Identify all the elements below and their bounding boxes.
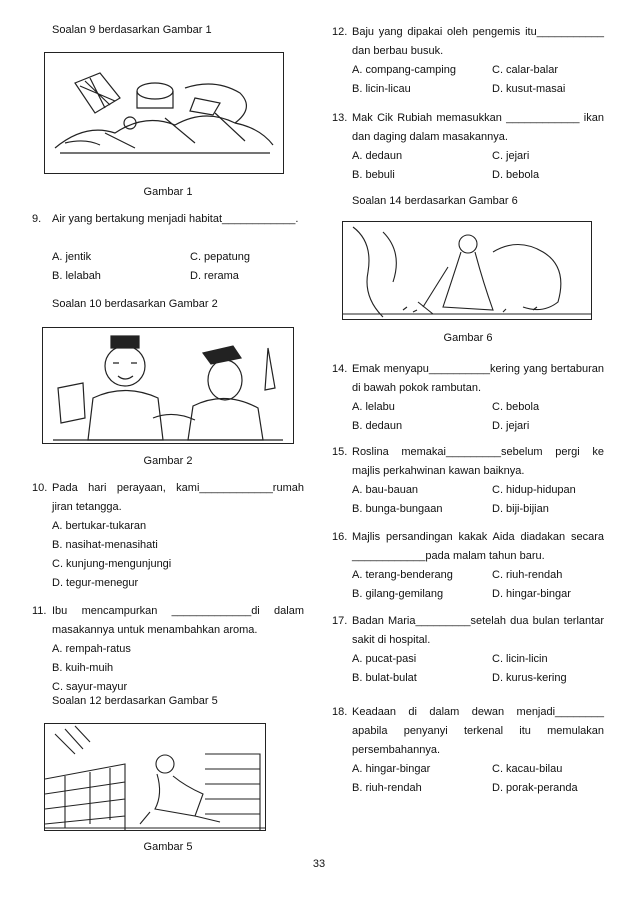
option-c[interactable]: C. riuh-rendah — [492, 569, 563, 581]
question-9 — [32, 210, 304, 290]
question-text: Ibu mencampurkan _____________di dalam masakannya untuk menambahkan aroma. — [52, 605, 304, 636]
caption-gambar-1: Gambar 1 — [143, 186, 193, 198]
heading-soalan-9: Soalan 9 berdasarkan Gambar 1 — [52, 24, 212, 36]
question-12 — [332, 23, 604, 103]
caption-gambar-2: Gambar 2 — [143, 455, 193, 467]
question-text: Baju yang dipakai oleh pengemis itu___________ dan berbau busuk. — [352, 26, 604, 57]
question-10 — [32, 479, 304, 594]
option-d[interactable]: D. jejari — [492, 420, 530, 432]
question-text: Pada hari perayaan, kami____________rumah jiran tetangga. — [52, 482, 304, 513]
question-text: Majlis persandingan kakak Aida diadakan secara ____________pada malam tahun baru. — [352, 531, 604, 562]
figure-gambar-6 — [342, 221, 592, 320]
question-number: 18. — [332, 706, 348, 718]
option-a[interactable]: A. jentik — [52, 251, 92, 263]
option-c[interactable]: C. calar-balar — [492, 64, 559, 76]
option-d[interactable]: D. porak-peranda — [492, 782, 578, 794]
question-number: 16. — [332, 531, 348, 543]
option-a[interactable]: A. terang-benderang — [352, 569, 453, 581]
question-18 — [332, 703, 604, 803]
heading-soalan-10: Soalan 10 berdasarkan Gambar 2 — [52, 298, 218, 310]
page-number: 33 — [312, 858, 326, 870]
figure-gambar-5 — [44, 723, 266, 831]
question-11 — [32, 602, 304, 697]
question-text: Roslina memakai_________sebelum pergi ke majlis perkahwinan kawan baiknya. — [352, 446, 604, 477]
option-b[interactable]: B. gilang-gemilang — [352, 588, 444, 600]
option-d[interactable]: D. biji-bijian — [492, 503, 549, 515]
option-b[interactable]: B. nasihat-menasihati — [52, 539, 158, 551]
option-d[interactable]: D. kusut-masai — [492, 83, 566, 95]
option-c[interactable]: C. bebola — [492, 401, 540, 413]
beggar-illustration — [45, 724, 265, 830]
heading-soalan-14: Soalan 14 berdasarkan Gambar 6 — [352, 195, 518, 207]
question-number: 10. — [32, 482, 48, 494]
option-c[interactable]: C. sayur-mayur — [52, 681, 128, 693]
question-text: Air yang bertakung menjadi habitat____________. — [52, 213, 299, 225]
option-a[interactable]: A. lelabu — [352, 401, 395, 413]
question-16 — [332, 528, 604, 608]
question-number: 9. — [32, 213, 42, 225]
option-a[interactable]: A. dedaun — [352, 150, 403, 162]
junk-pile-illustration — [45, 53, 283, 173]
question-number: 12. — [332, 26, 348, 38]
question-14 — [332, 360, 604, 440]
figure-gambar-2 — [42, 327, 294, 444]
heading-soalan-12: Soalan 12 berdasarkan Gambar 5 — [52, 695, 218, 707]
question-text: Badan Maria_________setelah dua bulan terlantar sakit di hospital. — [352, 615, 604, 646]
figure-gambar-1 — [44, 52, 284, 174]
question-number: 14. — [332, 363, 348, 375]
option-b[interactable]: B. bebuli — [352, 169, 395, 181]
option-a[interactable]: A. hingar-bingar — [352, 763, 431, 775]
woman-sweeping-illustration — [343, 222, 591, 319]
option-b[interactable]: B. bunga-bungaan — [352, 503, 443, 515]
option-a[interactable]: A. pucat-pasi — [352, 653, 417, 665]
option-a[interactable]: A. bertukar-tukaran — [52, 520, 147, 532]
question-number: 17. — [332, 615, 348, 627]
question-13 — [332, 109, 604, 189]
handshake-illustration — [43, 328, 293, 443]
option-b[interactable]: B. licin-licau — [352, 83, 411, 95]
option-b[interactable]: B. riuh-rendah — [352, 782, 422, 794]
option-c[interactable]: C. jejari — [492, 150, 530, 162]
question-number: 15. — [332, 446, 348, 458]
option-b[interactable]: B. lelabah — [52, 270, 101, 282]
question-17 — [332, 612, 604, 692]
option-b[interactable]: B. dedaun — [352, 420, 403, 432]
question-15 — [332, 443, 604, 523]
option-d[interactable]: D. kurus-kering — [492, 672, 567, 684]
option-d[interactable]: D. hingar-bingar — [492, 588, 571, 600]
option-c[interactable]: C. kunjung-mengunjungi — [52, 558, 172, 570]
caption-gambar-6: Gambar 6 — [443, 332, 493, 344]
question-text: Emak menyapu__________kering yang bertaburan di bawah pokok rambutan. — [352, 363, 604, 394]
question-number: 13. — [332, 112, 348, 124]
question-text: Keadaan di dalam dewan menjadi________ apabila penyanyi terkenal itu memulakan persembahannya. — [352, 706, 604, 756]
option-d[interactable]: D. bebola — [492, 169, 540, 181]
option-c[interactable]: C. licin-licin — [492, 653, 548, 665]
option-c[interactable]: C. pepatung — [190, 251, 250, 263]
option-c[interactable]: C. hidup-hidupan — [492, 484, 576, 496]
question-number: 11. — [32, 605, 47, 617]
option-a[interactable]: A. bau-bauan — [352, 484, 419, 496]
question-text: Mak Cik Rubiah memasukkan ____________ ikan dan daging dalam masakannya. — [352, 112, 604, 143]
option-d[interactable]: D. rerama — [190, 270, 239, 282]
option-d[interactable]: D. tegur-menegur — [52, 577, 139, 589]
option-a[interactable]: A. compang-camping — [352, 64, 456, 76]
option-c[interactable]: C. kacau-bilau — [492, 763, 563, 775]
option-b[interactable]: B. bulat-bulat — [352, 672, 417, 684]
caption-gambar-5: Gambar 5 — [143, 841, 193, 853]
option-b[interactable]: B. kuih-muih — [52, 662, 114, 674]
option-a[interactable]: A. rempah-ratus — [52, 643, 131, 655]
